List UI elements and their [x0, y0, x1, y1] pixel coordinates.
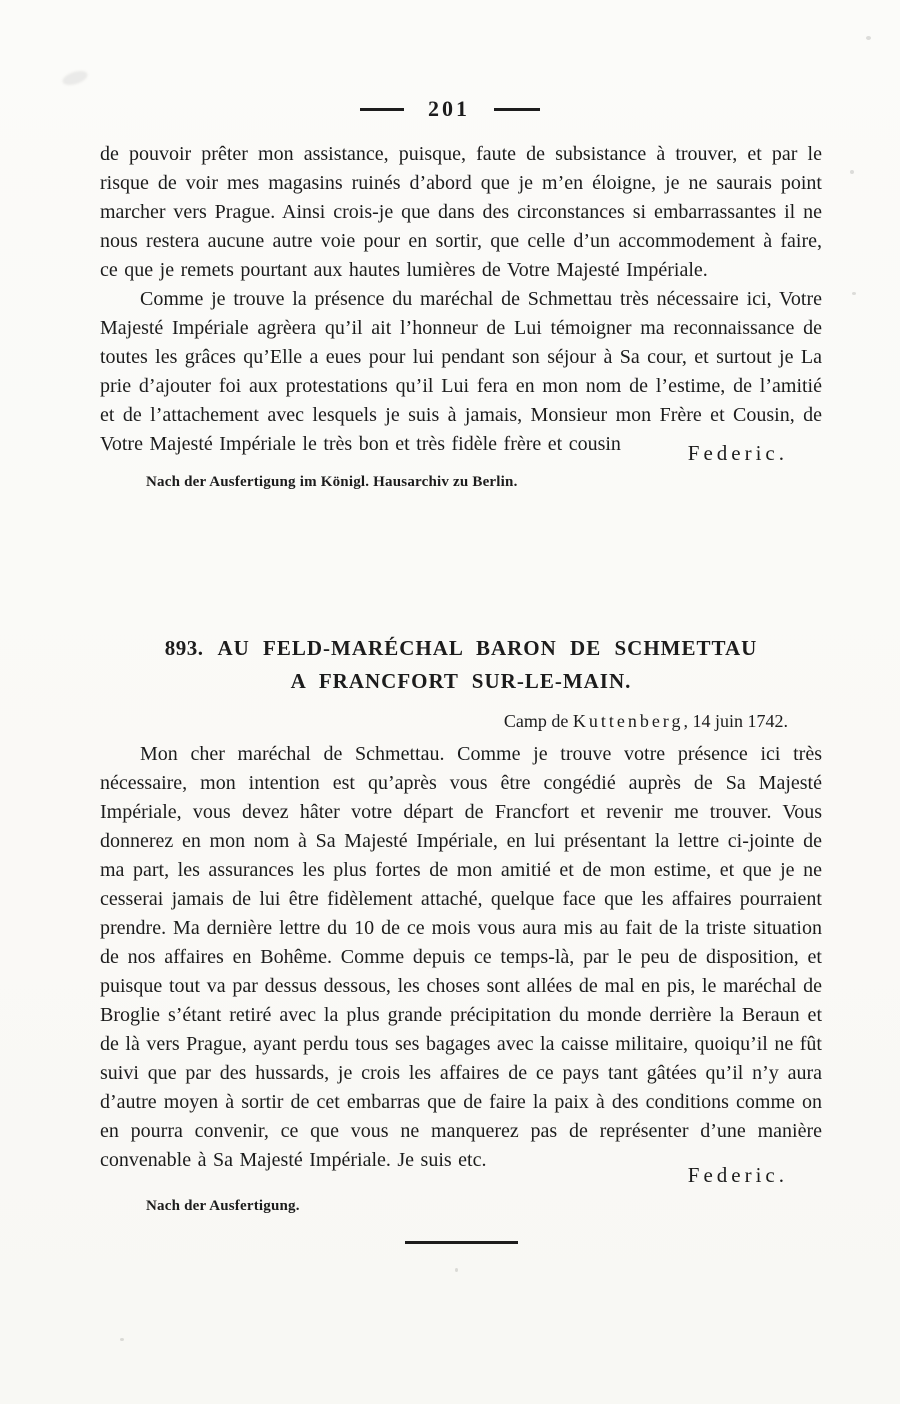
header-rule-left: [360, 108, 404, 111]
letter-heading-line1: [100, 632, 822, 665]
dateline: [100, 711, 822, 732]
source-note: Nach der Ausfertigung im Königl. Hausarchiv zu Berlin.: [146, 474, 518, 490]
letter-heading-line2: A FRANCFORT SUR-LE-MAIN.: [290, 669, 632, 693]
dateline-suffix: , 14 juin 1742.: [683, 711, 788, 731]
scan-smudge: [61, 68, 89, 87]
letter-892-continuation: [100, 140, 822, 491]
scan-speck: [852, 292, 856, 295]
scan-speck: [866, 36, 871, 40]
header-rule-right: [494, 108, 540, 111]
page-header: [0, 96, 900, 122]
signature-federic: Federic.: [687, 441, 788, 465]
source-note: Nach der Ausfertigung.: [146, 1198, 300, 1214]
letter-893: [100, 632, 822, 1244]
letter-paragraph: Comme je trouve la présence du maréchal de Schmettau très nécessaire ici, Votre Majesté Impériale agrèera qu’il ait l’honneur de Lui témoigner ma reconnaissance de toutes les grâces qu’Elle a eues pour lui pendant son séjour à Sa cour, et surtout je La prie d’ajouter foi aux protestations qu’il Lui fera en mon nom de l’estime, de l’amitié et de l’attachement avec lesquels je suis à jamais, Monsieur mon Frère et Cousin, de Votre Majesté Impériale le très bon et très fidèle frère et cousin: [100, 288, 822, 455]
letter-body: Mon cher maréchal de Schmettau. Comme je trouve votre présence ici très nécessaire, mon intention est qu’après vous être congédié auprès de Sa Majesté Impériale, vous devez hâter votre départ de Francfort et revenir me trouver. Vous donnerez en mon nom à Sa Majesté Impériale, en lui présentant la lettre ci-jointe de ma part, les assurances les plus fortes de mon amitié et de mon estime, et que je ne cesserai jamais de lui être fidèlement attaché, quelque face que les affaires pourraient prendre. Ma dernière lettre du 10 de ce mois vous aura mis au fait de la triste situation de nos affaires en Bohême. Comme depuis ce temps-là, par le peu de disposition, et puisque tout va par dessus dessous, les choses sont allées de mal en pis, le maréchal de Broglie s’étant retiré avec la plus grande précipitation du monde derrière la Beraun et de là vers Prague, ayant perdu tous ses bagages avec la caisse militaire, quoiqu’il ne fût suivi que par des hussards, je crois les affaires de ce pays tant gâtées qu’il n’y aura d’autre moyen à sortir de cet embarras que de faire la paix à des conditions comme on en pourra convenir, ce que vous ne manquerez pas de représenter d’une manière convenable à Sa Majesté Impériale. Je suis etc.: [100, 743, 822, 1171]
letter-title-line1: AU FELD-MARÉCHAL BARON DE SCHMETTAU: [217, 636, 758, 660]
letter-paragraph: de pouvoir prêter mon assistance, puisque, faute de subsistance à trouver, et par le risque de voir mes magasins ruinés d’abord que je m’en éloigne, je ne saurais point marcher vers Prague. Ainsi crois-je que dans des circonstances si embarrassantes il ne nous restera aucune autre voie pour en sortir, que celle d’un accommodement à faire, ce que je remets pourtant aux hautes lumières de Votre Majesté Impériale.: [100, 143, 822, 281]
signature-federic: Federic.: [687, 1163, 788, 1187]
dateline-place: Kuttenberg: [572, 711, 684, 731]
scan-speck: [455, 1268, 458, 1272]
scan-speck: [120, 1338, 124, 1341]
page-number: 201: [428, 96, 470, 121]
dateline-prefix: Camp de: [503, 711, 573, 731]
scan-speck: [850, 170, 854, 174]
section-divider-rule: [405, 1241, 518, 1244]
letter-number: 893.: [164, 636, 204, 660]
